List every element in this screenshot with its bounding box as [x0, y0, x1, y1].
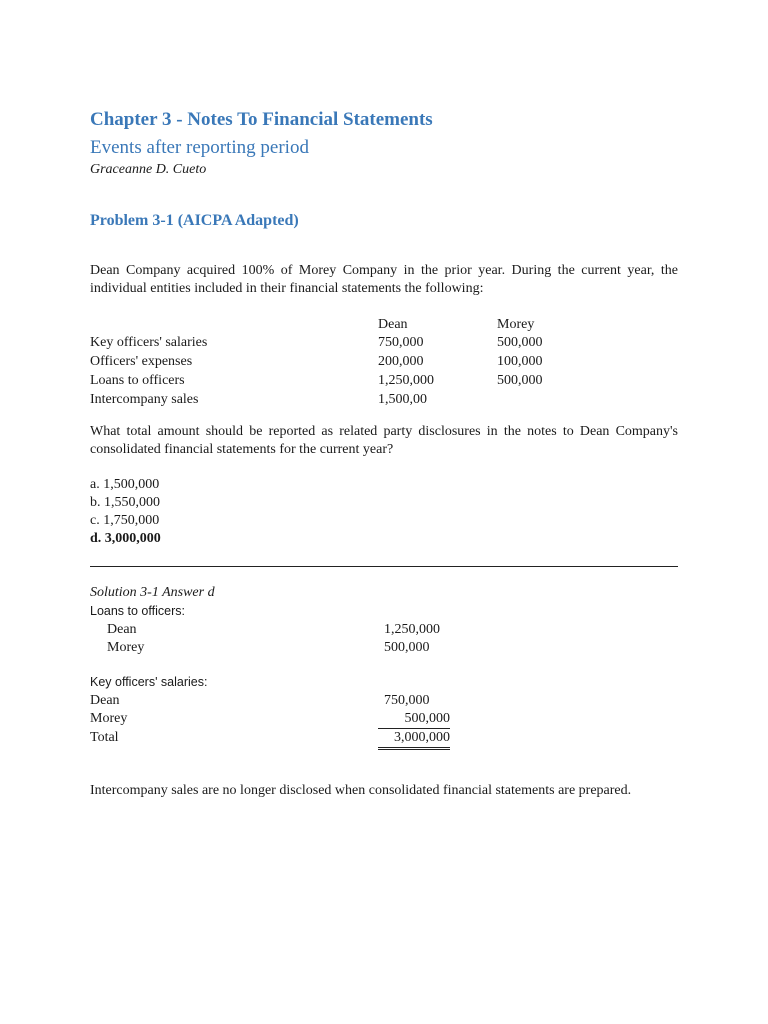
row-label-loans-to-officers: Loans to officers [90, 373, 185, 388]
salaries-heading: Key officers' salaries: [90, 675, 208, 689]
column-header-morey: Morey [497, 317, 535, 332]
choice-c: c. 1,750,000 [90, 513, 160, 528]
page-subtitle: Events after reporting period [90, 137, 309, 158]
solution-note: Intercompany sales are no longer disclosed when consolidated financial statements are prepared. [90, 783, 632, 798]
total-amount [378, 729, 450, 750]
loans-dean-amount: 1,250,000 [384, 622, 440, 637]
problem-intro: Dean Company acquired 100% of Morey Company in the prior year. During the current year, the individual entities included in their financial statements the following: [90, 263, 678, 296]
problem-heading: Problem 3-1 (AICPA Adapted) [90, 212, 299, 229]
salaries-dean-label: Dean [90, 693, 120, 708]
choice-b: b. 1,550,000 [90, 495, 160, 510]
section-divider [90, 566, 678, 567]
total-label: Total [90, 730, 119, 745]
row-label-intercompany-sales: Intercompany sales [90, 392, 199, 407]
total-amount-text: 3,000,000 [394, 730, 450, 745]
column-header-dean: Dean [378, 317, 408, 332]
cell-morey-loans-to-officers: 500,000 [497, 373, 543, 388]
salaries-morey-label: Morey [90, 711, 128, 726]
cell-dean-intercompany-sales: 1,500,00 [378, 392, 427, 407]
cell-morey-key-officers-salaries: 500,000 [497, 335, 543, 350]
cell-dean-officers-expenses: 200,000 [378, 354, 424, 369]
salaries-dean-amount: 750,000 [384, 693, 430, 708]
loans-morey-amount: 500,000 [384, 640, 430, 655]
row-label-officers-expenses: Officers' expenses [90, 354, 193, 369]
cell-dean-key-officers-salaries: 750,000 [378, 335, 424, 350]
row-label-key-officers-salaries: Key officers' salaries [90, 335, 208, 350]
choice-d-correct: d. 3,000,000 [90, 531, 161, 546]
problem-question: What total amount should be reported as related party disclosures in the notes to Dean Company's consolidated financial statements for the current year? [90, 424, 678, 457]
loans-dean-label: Dean [107, 622, 137, 637]
loans-morey-label: Morey [107, 640, 145, 655]
author-name: Graceanne D. Cueto [90, 162, 207, 177]
cell-dean-loans-to-officers: 1,250,000 [378, 373, 434, 388]
salaries-morey-amount [378, 710, 450, 729]
choice-a: a. 1,500,000 [90, 477, 160, 492]
solution-title: Solution 3-1 Answer d [90, 585, 215, 600]
cell-morey-officers-expenses: 100,000 [497, 354, 543, 369]
loans-heading: Loans to officers: [90, 604, 185, 618]
page-title: Chapter 3 - Notes To Financial Statements [90, 109, 433, 130]
salaries-morey-amount-text: 500,000 [404, 711, 450, 726]
